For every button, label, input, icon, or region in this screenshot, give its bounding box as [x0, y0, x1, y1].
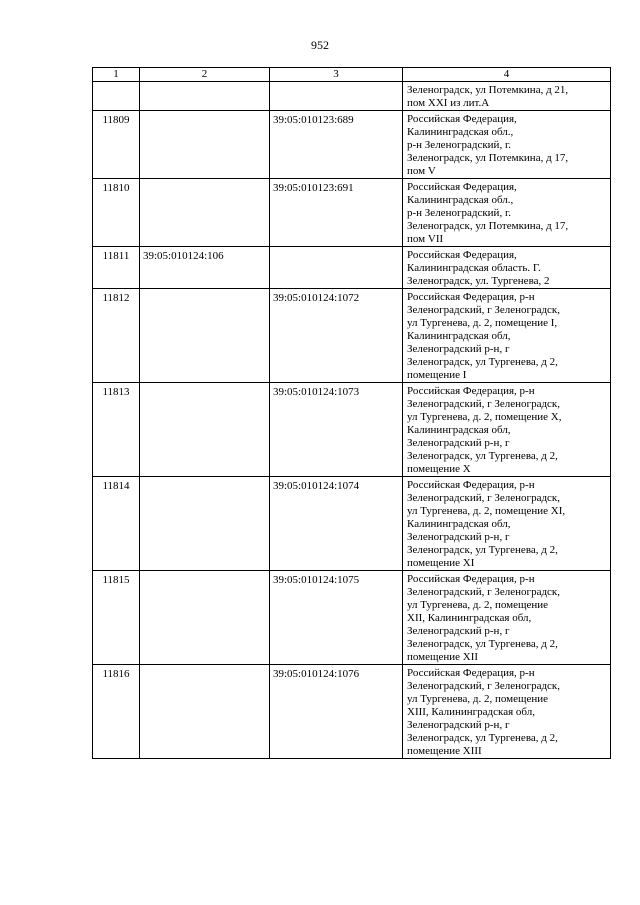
- address-line: Зеленоградск, ул. Тургенева, 2: [407, 275, 550, 287]
- header-col-2: 2: [140, 68, 270, 82]
- table-row: [93, 571, 611, 665]
- land-cadastral-number: [140, 179, 270, 247]
- address-cell: [403, 111, 611, 179]
- address-line: Российская Федерация,: [407, 181, 517, 193]
- address-line: XII, Калининградская обл,: [407, 612, 532, 624]
- table-row: [93, 247, 611, 289]
- address-line: Зеленоградск, ул Потемкина, д 21,: [407, 84, 569, 96]
- address-cell: [403, 383, 611, 477]
- address-cell: [403, 477, 611, 571]
- page-number: 952: [311, 38, 329, 52]
- address-line: Зеленоградск, ул Тургенева, д 2,: [407, 356, 558, 368]
- object-cadastral-number: 39:05:010123:691: [270, 179, 403, 247]
- address-line: ул Тургенева, д. 2, помещение XI,: [407, 505, 566, 517]
- row-number: [93, 82, 140, 111]
- address-line: Зеленоградский, г Зеленоградск,: [407, 398, 561, 410]
- address-cell: [403, 571, 611, 665]
- header-row: [93, 68, 611, 82]
- table-header: [93, 68, 611, 82]
- header-col-3: 3: [270, 68, 403, 82]
- land-cadastral-number: 39:05:010124:106: [140, 247, 270, 289]
- address-line: Российская Федерация, р-н: [407, 385, 535, 397]
- address-cell: [403, 179, 611, 247]
- row-number: 11815: [93, 571, 140, 665]
- address-line: Калининградская обл,: [407, 330, 511, 342]
- table-row: [93, 179, 611, 247]
- table-body: [93, 82, 611, 759]
- registry-table: [92, 67, 611, 759]
- address-line: Зеленоградский, г Зеленоградск,: [407, 304, 561, 316]
- address-line: помещение X: [407, 463, 471, 475]
- address-cell: [403, 247, 611, 289]
- land-cadastral-number: [140, 289, 270, 383]
- address-line: Зеленоградский р-н, г: [407, 343, 510, 355]
- address-line: Зеленоградский р-н, г: [407, 625, 510, 637]
- table-row: [93, 477, 611, 571]
- land-cadastral-number: [140, 665, 270, 759]
- address-line: Зеленоградск, ул Тургенева, д 2,: [407, 732, 558, 744]
- address-line: Зеленоградский, г Зеленоградск,: [407, 492, 561, 504]
- object-cadastral-number: [270, 82, 403, 111]
- address-line: р-н Зеленоградский, г.: [407, 207, 511, 219]
- address-cell: [403, 289, 611, 383]
- address-line: Зеленоградск, ул Потемкина, д 17,: [407, 152, 569, 164]
- address-line: помещение I: [407, 369, 467, 381]
- land-cadastral-number: [140, 111, 270, 179]
- address-line: Зеленоградский р-н, г: [407, 531, 510, 543]
- address-line: пом VII: [407, 233, 444, 245]
- address-line: Российская Федерация, р-н: [407, 291, 535, 303]
- address-line: ул Тургенева, д. 2, помещение: [407, 693, 549, 705]
- address-line: помещение XII: [407, 651, 479, 663]
- address-line: Калининградская область. Г.: [407, 262, 541, 274]
- header-col-1: 1: [93, 68, 140, 82]
- land-cadastral-number: [140, 82, 270, 111]
- land-cadastral-number: [140, 571, 270, 665]
- address-line: Зеленоградский р-н, г: [407, 719, 510, 731]
- address-line: Российская Федерация, р-н: [407, 667, 535, 679]
- address-line: помещение XIII: [407, 745, 482, 757]
- address-line: пом V: [407, 165, 436, 177]
- table-row: [93, 82, 611, 111]
- address-line: ул Тургенева, д. 2, помещение: [407, 599, 549, 611]
- address-line: Зеленоградск, ул Потемкина, д 17,: [407, 220, 569, 232]
- object-cadastral-number: 39:05:010124:1075: [270, 571, 403, 665]
- address-line: Зеленоградск, ул Тургенева, д 2,: [407, 450, 558, 462]
- address-cell: [403, 665, 611, 759]
- address-line: Российская Федерация,: [407, 113, 517, 125]
- row-number: 11811: [93, 247, 140, 289]
- address-line: Зеленоградский р-н, г: [407, 437, 510, 449]
- table-row: [93, 665, 611, 759]
- table-row: [93, 289, 611, 383]
- object-cadastral-number: 39:05:010124:1076: [270, 665, 403, 759]
- address-line: Зеленоградский, г Зеленоградск,: [407, 586, 561, 598]
- object-cadastral-number: 39:05:010124:1072: [270, 289, 403, 383]
- object-cadastral-number: 39:05:010124:1074: [270, 477, 403, 571]
- address-line: помещение XI: [407, 557, 475, 569]
- row-number: 11816: [93, 665, 140, 759]
- address-line: Зеленоградск, ул Тургенева, д 2,: [407, 544, 558, 556]
- object-cadastral-number: [270, 247, 403, 289]
- address-line: XIII, Калининградская обл,: [407, 706, 535, 718]
- address-cell: [403, 82, 611, 111]
- address-line: ул Тургенева, д. 2, помещение I,: [407, 317, 558, 329]
- address-line: Российская Федерация, р-н: [407, 479, 535, 491]
- header-col-4: 4: [403, 68, 611, 82]
- address-line: пом XXI из лит.А: [407, 97, 490, 109]
- table-row: [93, 383, 611, 477]
- address-line: Зеленоградск, ул Тургенева, д 2,: [407, 638, 558, 650]
- address-line: р-н Зеленоградский, г.: [407, 139, 511, 151]
- object-cadastral-number: 39:05:010124:1073: [270, 383, 403, 477]
- address-line: Калининградская обл.,: [407, 194, 514, 206]
- address-line: Калининградская обл,: [407, 518, 511, 530]
- address-line: Зеленоградский, г Зеленоградск,: [407, 680, 561, 692]
- table-row: [93, 111, 611, 179]
- row-number: 11812: [93, 289, 140, 383]
- row-number: 11810: [93, 179, 140, 247]
- row-number: 11813: [93, 383, 140, 477]
- address-line: Российская Федерация, р-н: [407, 573, 535, 585]
- address-line: Калининградская обл,: [407, 424, 511, 436]
- row-number: 11809: [93, 111, 140, 179]
- object-cadastral-number: 39:05:010123:689: [270, 111, 403, 179]
- land-cadastral-number: [140, 383, 270, 477]
- land-cadastral-number: [140, 477, 270, 571]
- address-line: Калининградская обл.,: [407, 126, 514, 138]
- address-line: Российская Федерация,: [407, 249, 517, 261]
- row-number: 11814: [93, 477, 140, 571]
- address-line: ул Тургенева, д. 2, помещение X,: [407, 411, 562, 423]
